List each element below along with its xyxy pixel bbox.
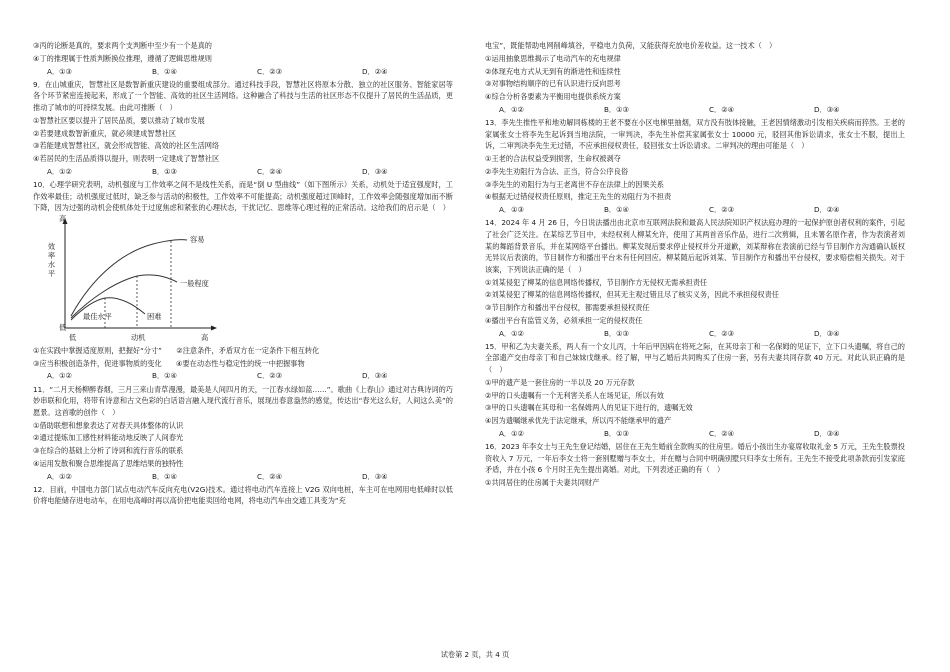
answer-choices-q14 [485,328,905,340]
option-line: ③对事物结构顺序的已有认识进行反向思考 [485,79,621,89]
choice-a: A．①② [499,428,524,438]
right-column [485,40,905,490]
choice-d: D．②④ [362,66,388,76]
option-line: ③若能建成智慧社区，就会形成智能、高效的社区生活网络 [33,141,220,151]
option-line: ②体现充电方式从无到有的渐进性和连续性 [485,66,621,76]
answer-choices-q15 [485,428,905,440]
option-line: ①借助联想和想象表达了对春天具体整体的认识 [33,420,184,430]
option-line: ④根据无过错侵权责任原则，推定王先生的劝阻行为不担责 [485,192,672,202]
option-line: ②通过提炼加工感性材料能动地反映了人间春光 [33,433,184,443]
question-16-stem: 16．2023 年李女士与王先生登记结婚，居住在王先生婚前全款购买的住房里。婚后小孩出生办宴席收取礼金 5 万元，王先生股票投资收入 7 万元，一年后李女士将一套别墅赠与李女士，并在赠与合同中明确别墅只归李女士所有。王先生不接受此项条款而引发家庭矛盾，并在小孩 6 个月时王先生提出离婚。对此，下列表述正确的有（ ） [485,442,905,475]
y-low-label: 低 [59,322,67,332]
choice-d: D．③④ [814,428,840,438]
answer-choices-q9 [33,166,453,178]
choice-b: B．①④ [152,471,178,481]
option-line: ④播出平台有监管义务，必须承担一定的侵权责任 [485,315,643,325]
choice-d: D．③④ [362,371,388,381]
option-line: ①运用抽象思维揭示了电动汽车的充电规律 [485,53,621,63]
option-line: ②甲的口头遗嘱有一个无利害关系人在场见证，所以有效 [485,390,664,400]
question-12-stem: 12．目前，中国电力部门试点电动汽车反向充电(V2G)技术。通过将电动汽车连接上 V2G 双向电桩，车主可在电网用电低峰时以低价将电能储存进电动车，在用电高峰时再以高价把电能卖回给电网，将电动汽车由交通工具变为“充 [33,484,453,506]
question-9-stem: 9．在山城重庆，智慧社区是数智新重庆建设的重要组成部分。通过科技手段，智慧社区将原本分散、独立的社区服务、智能家居等各个环节紧密连接起来，形成了一个智能、高效的社区生活网络。这种融合了科技与生活的社区形态不仅提升了居民的生活品质，更推动了城市的可持续发展。由此可推断（ ） [33,79,453,112]
choice-c: C．②④ [709,104,735,114]
choice-a: A．①② [47,471,72,481]
option-line: ①刘某侵犯了柳某的信息网络传播权，节目制作方无侵权无需承担责任 [485,277,708,287]
question-14-stem: 14．2024 年 4 月 26 日，今日说法播出由北京市互联网法院和最高人民法院知识产权法庭办理的一起保护原创者权利的案件，引起了社会广泛关注。在某综艺节目中，未经权利人柳某允许，使用了其两首音乐作品，进行二次剪辑，且未署名原作者，作为表演者刘某的舞蹈背景音乐，并在某网络平台播出。柳某发现后要求停止侵权并分开道歉，刘某辩称在表演前已经与节目制作方沟通确认版权无异议后表演的，节目制作方和播出平台未有任何回应。柳某随后起诉刘某、节目制作方和播出平台侵权，要求赔偿相关损失。对于该案，下列说法正确的是（ ） [485,218,905,274]
option-line: ④综合分析各要素为平衡用电提供系统方案 [485,92,621,102]
option-line: ③在综合的基础上分析了诗词和流行音乐的联系 [33,446,184,456]
choice-c: C．②④ [257,471,283,481]
choice-d: D．③④ [814,328,840,338]
choice-b: B．①④ [604,205,630,215]
page-footer: 试卷第 2 页，共 4 页 [440,650,510,659]
curve-medium-label: 一般程度 [180,278,209,288]
choice-c: C．②③ [709,328,735,338]
option-line: ②若要建成数智新重庆，就必须建成智慧社区 [33,128,177,138]
choice-c: C．②③ [257,371,283,381]
choice-c: C．②③ [257,66,283,76]
choice-d: D．③④ [362,471,388,481]
answer-choices-q13 [485,204,905,216]
x-high-label: 高 [201,332,209,342]
option-line: ②李先生劝阻行为合法、正当，符合公序良俗 [485,166,629,176]
x-axis-arrow [211,325,217,330]
choice-b: B．①④ [152,66,178,76]
choice-a: A．①② [499,104,524,114]
inverted-u-diagram [43,213,223,342]
y-high-label: 高 [59,213,67,223]
choice-a: A．①② [47,166,72,176]
x-axis-label: 动机 [131,332,146,342]
option-line: ①甲的遗产是一套住房的一半以及 20 万元存款 [485,377,635,387]
choice-a: A．①③ [499,205,524,215]
choice-d: D．②④ [814,205,840,215]
option-line: ②刘某侵犯了柳某的信息网络传播权，但其无主观过错且尽了核实义务，因此不承担侵权责任 [485,290,779,300]
choice-b: B．①④ [152,371,178,381]
answer-choices-q8 [33,66,453,78]
choice-d: D．③④ [814,104,840,114]
choice-c: C．②④ [257,166,283,176]
choice-b: B．①③ [604,328,630,338]
question-11-stem: 11．“二月天杨柳醉春烟，三月三来山青草漫漫，最美是人间四月的天，一江春水绿如蓝……”。歌曲《上春山》通过对古典诗词的巧妙串联和化用，将带有诗意和古文色彩的白话语言融入现代流行音乐，展现出春意盎然的感觉，传达出“春光这么好，人间这么美”的愿景。这首歌的创作（ ） [33,384,453,417]
curve-easy [71,239,187,315]
option-line: ④运用发散和聚合思维提高了思维结果的独特性 [33,458,184,468]
option-line: ①王老的合法权益受到损害，生命权被剥夺 [485,154,621,164]
choice-c: C．②③ [709,205,735,215]
question-12-continued: 电宝”，既能帮助电网削峰填谷，平稳电力负荷，又能获得充放电价差收益。这一技术（ ） [485,41,777,50]
choice-c: C．②④ [709,428,735,438]
option-line: ③节目制作方和播出平台侵权，都需要承担侵权责任 [485,303,650,313]
option-line: ③李先生的劝阻行为与王老离世不存在法律上的因果关系 [485,179,664,189]
option-line: ④因为遗嘱继承优先于法定继承，所以丙不能继承甲的遗产 [485,416,672,426]
choice-a: A．①② [499,328,524,338]
x-low-label: 低 [69,332,77,342]
choice-a: A．①③ [47,66,72,76]
choice-a: A．①② [47,371,72,381]
optimal-label: 最佳水平 [83,311,112,321]
option-line: ③丙的论断是真的，要求两个支判断中至少有一个是真的 [33,41,212,50]
choice-d: D．③④ [362,166,388,176]
option-line: ④若居民的生活品质得以提升，则表明一定建成了智慧社区 [33,154,220,164]
answer-choices-q12 [485,104,905,116]
option-line: ①在实践中掌握适度原则，把握好“分寸” ②注意条件，矛盾双方在一定条件下相互转化 [33,345,320,355]
choice-b: B．①③ [604,428,630,438]
answer-choices-q10 [33,370,453,382]
choice-b: B．①③ [604,104,630,114]
choice-b: B．①③ [152,166,178,176]
option-line: ①共同居住的住房属于夫妻共同财产 [485,478,600,488]
answer-choices-q11 [33,471,453,483]
question-10-stem: 10．心理学研究表明，动机强度与工作效率之间不是线性关系，而是“倒 U 型曲线”（如下图所示）关系，动机处于适宜强度时，工作效率最佳；动机强度过低时，缺乏参与活动的积极性，工作效率不可能提高；动机强度超过顶峰时，工作效率会随强度增加而不断下降，因为过强的动机会使机体处于过度焦虑和紧张的心理状态，干扰记忆、思维等心理过程的正常活动。这给我们的启示是（ ） [33,180,453,213]
curve-easy-label: 容易 [190,234,205,244]
question-13-stem: 13．李先生推性平和地劝解同栋楼的王老不要在小区电梯里抽烟，双方没有肢体接触，王老因情绪激动引发相关疾病而猝然。王老的家属张女士将李先生起诉到当地法院，一审判决，李先生补偿其家属张女士 10000 元，驳回其他诉讼请求，张女士不服，提出上诉，二审判决李先生无过错，不应承担侵权责任，驳回张女士诉讼请求。二审判决的理由可能是（ ） [485,118,905,151]
left-column [33,40,453,508]
curve-hard-label: 困难 [147,311,162,321]
option-line: ①智慧社区要以提升了居民品质，要以推动了城市发展 [33,115,205,125]
question-15-stem: 15．甲和乙为夫妻关系，两人有一个女儿丙，十年后甲因病在将死之际，在其母亲丁和一名保姆的见证下，立下口头遗嘱，将自己的全部遗产交由母亲丁和自己妹妹戊继承。经了解，甲与乙婚后共同购买了住房一套，另有夫妻共同存款 40 万元。对此认识正确的是（ ） [485,341,905,375]
option-line: ③应当积极创造条件，促进事物质的变化 ④要在动态性与稳定性的统一中把握事物 [33,358,305,368]
y-axis-label: 效率水平 [47,241,56,278]
option-line: ③甲的口头遗嘱在其母和一名保姆两人的见证下进行的，遗嘱无效 [485,403,693,413]
option-line: ④丁的推理属于性质判断换位推理，遵循了逻辑思维规则 [33,53,212,63]
